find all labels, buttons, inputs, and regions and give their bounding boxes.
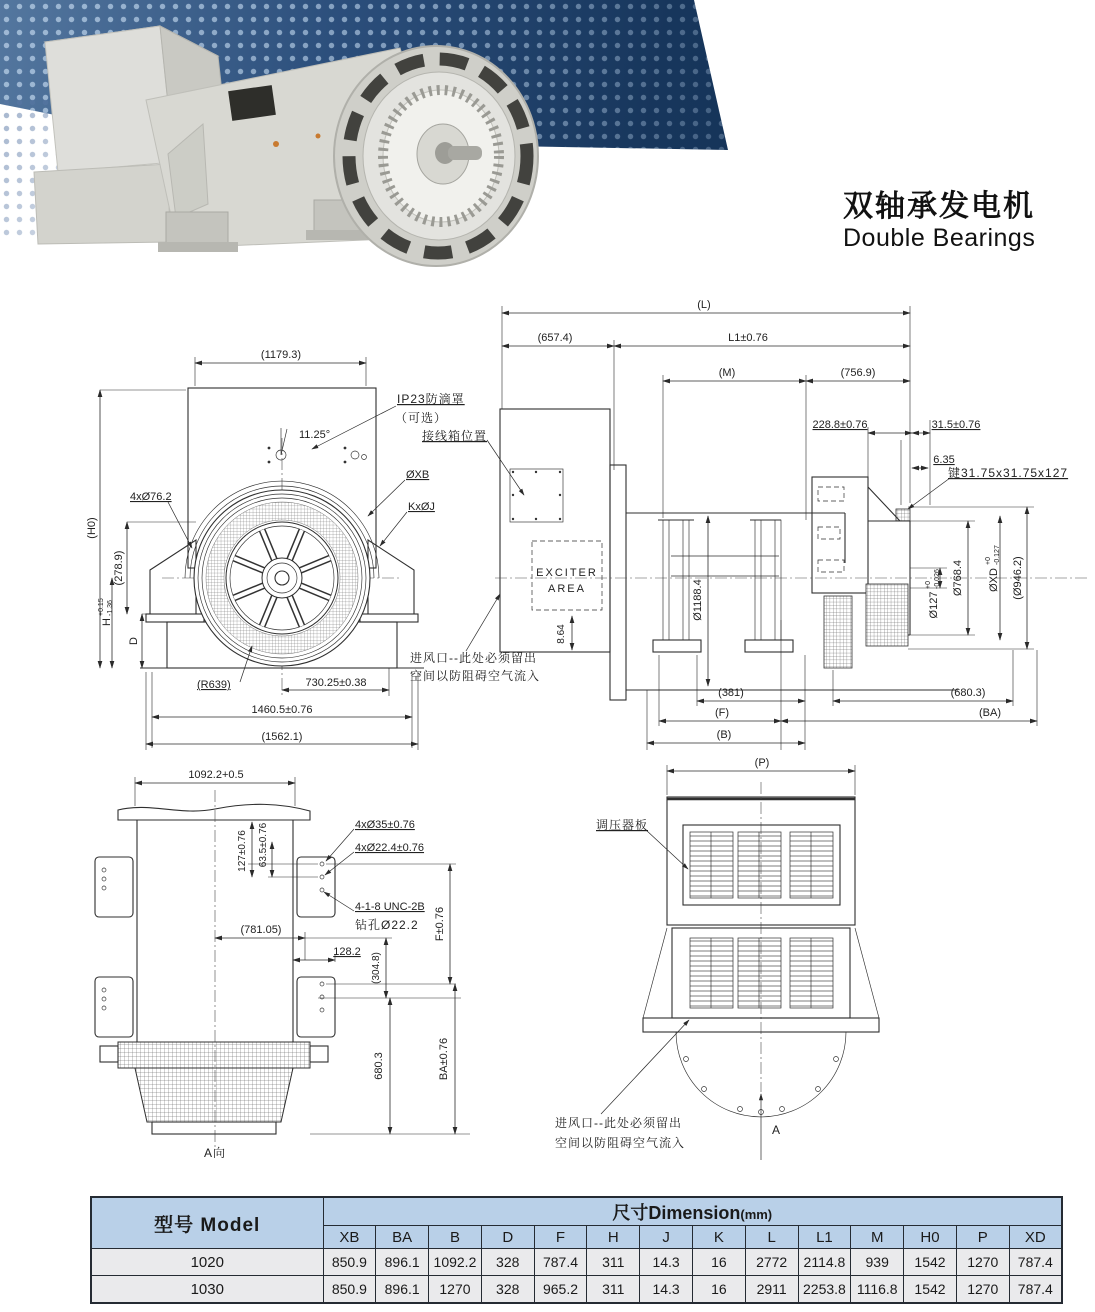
note-ip23: IP23防滴罩 [397, 392, 465, 406]
dim-781: (781.05) [240, 924, 282, 936]
value-cell: 1270 [956, 1249, 1009, 1276]
value-cell: 14.3 [640, 1276, 693, 1304]
col-l1: L1 [798, 1226, 851, 1249]
value-cell: 1116.8 [851, 1276, 904, 1304]
label-kxj: KxØJ [408, 501, 435, 513]
value-cell: 328 [481, 1276, 534, 1304]
svg-text:-0.127: -0.127 [994, 545, 1001, 565]
dim-1179: (1179.3) [260, 349, 302, 361]
col-ba: BA [376, 1226, 429, 1249]
value-cell: 2253.8 [798, 1276, 851, 1304]
svg-text:-1.36: -1.36 [107, 600, 114, 616]
label-4x35: 4xØ35±0.76 [355, 819, 415, 831]
generator-photo [18, 4, 568, 272]
louver-panel-bottom [672, 928, 850, 1018]
dim-header-en: Dimension [648, 1202, 741, 1223]
view-a-label: A向 [203, 1146, 227, 1160]
dim-128: 128.2 [333, 946, 361, 958]
svg-text:+0: +0 [985, 557, 992, 565]
svg-text:ØXD: ØXD [988, 568, 1000, 592]
dim-1460: 1460.5±0.76 [251, 704, 313, 716]
dimension-table [90, 1196, 1063, 1304]
col-f: F [534, 1226, 587, 1249]
value-cell: 896.1 [376, 1249, 429, 1276]
dim-6-35: 6.35 [933, 454, 955, 466]
note-ip23-optional: （可选） [395, 411, 448, 425]
dim-304: (304.8) [371, 952, 382, 984]
dim-63-5: 63.5±0.76 [258, 822, 269, 868]
value-cell: 2114.8 [798, 1249, 851, 1276]
dim-8-64: 8.64 [556, 624, 567, 644]
label-key: 键31.75x31.75x127 [948, 466, 1069, 480]
col-xb: XB [323, 1226, 376, 1249]
value-cell: 1542 [904, 1276, 957, 1304]
dim-680: (680.3) [950, 687, 986, 699]
fan-shroud [100, 1042, 328, 1134]
col-xd: XD [1009, 1226, 1062, 1249]
dim-b: (B) [716, 729, 732, 741]
value-cell: 328 [481, 1249, 534, 1276]
dim-l: (L) [697, 299, 711, 311]
exciter-area-2: AREA [548, 583, 586, 595]
dim-680: 680.3 [373, 1052, 385, 1080]
rear-view-linework [643, 782, 879, 1117]
page-title [843, 190, 1035, 252]
value-cell: 311 [587, 1276, 640, 1304]
dim-756: (756.9) [840, 367, 876, 379]
model-1020: 1020 [91, 1249, 323, 1276]
dim-730: 730.25±0.38 [305, 677, 367, 689]
col-j: J [640, 1226, 693, 1249]
label-4x76: 4xØ76.2 [130, 491, 172, 503]
dim-m: (M) [718, 367, 736, 379]
bearing-and-shaft-end [812, 477, 910, 668]
bottom-view-linework [95, 790, 335, 1148]
front-view-linework [140, 388, 424, 696]
value-cell: 16 [692, 1249, 745, 1276]
dim-phi1188: Ø1188.4 [692, 579, 704, 621]
dim-657: (657.4) [537, 332, 573, 344]
dim-l1: L1±0.76 [728, 332, 768, 344]
value-cell: 787.4 [1009, 1276, 1062, 1304]
value-cell: 787.4 [534, 1249, 587, 1276]
model-1030: 1030 [91, 1276, 323, 1304]
generator-end-face [334, 46, 538, 266]
col-l: L [745, 1226, 798, 1249]
value-cell: 787.4 [1009, 1249, 1062, 1276]
svg-text:H: H [101, 618, 113, 626]
dim-ba: BA±0.76 [438, 1037, 450, 1081]
dim-header-zh: 尺寸 [612, 1202, 649, 1223]
svg-text:-0.026: -0.026 [934, 569, 941, 589]
svg-text:+0: +0 [925, 581, 932, 589]
table-row-1020 [91, 1249, 1062, 1276]
bottom-view-drawing [80, 760, 500, 1180]
col-k: K [692, 1226, 745, 1249]
title-chinese: 双轴承发电机 [843, 190, 1035, 223]
value-cell: 850.9 [323, 1276, 376, 1304]
label-phi-xb: ØXB [406, 469, 430, 481]
dim-1092: 1092.2+0.5 [188, 769, 244, 781]
exciter-area-1: EXCITER [536, 567, 598, 579]
label-regulator: 调压器板 [596, 818, 649, 832]
dim-h-tolerance [98, 598, 114, 626]
value-cell: 1270 [429, 1276, 482, 1304]
dim-d: D [128, 637, 140, 645]
dim-angle: 11.25° [299, 429, 331, 441]
svg-text:Ø127: Ø127 [928, 591, 940, 619]
dim-r639: (R639) [197, 679, 231, 691]
svg-text:+0.15: +0.15 [98, 598, 105, 616]
air-inlet-note-1: 进风口--此处必须留出 [555, 1116, 682, 1130]
dim-381: (381) [718, 687, 744, 699]
dim-phi127 [925, 569, 941, 618]
air-inlet-note-2: 空间以防阻碍空气流入 [410, 669, 541, 683]
louver-panel-top [683, 825, 840, 905]
dimension-header-cell [323, 1197, 1062, 1226]
shaft-pedestals [653, 520, 793, 652]
dim-278: (278.9) [113, 550, 125, 586]
title-english: Double Bearings [843, 223, 1036, 252]
value-cell: 16 [692, 1276, 745, 1304]
col-d: D [481, 1226, 534, 1249]
value-cell: 311 [587, 1249, 640, 1276]
label-junction-box: 接线箱位置 [422, 429, 488, 443]
dim-228: 228.8±0.76 [812, 419, 868, 431]
value-cell: 14.3 [640, 1249, 693, 1276]
dim-31-5: 31.5±0.76 [931, 419, 981, 431]
col-h0: H0 [904, 1226, 957, 1249]
dim-f: (F) [714, 707, 730, 719]
rear-view-drawing [530, 750, 1010, 1190]
col-p: P [956, 1226, 1009, 1249]
dim-h0: (H0) [86, 517, 98, 539]
dim-header-unit: (mm) [740, 1206, 773, 1222]
value-cell: 896.1 [376, 1276, 429, 1304]
value-cell: 850.9 [323, 1249, 376, 1276]
air-inlet-note-2: 空间以防阻碍空气流入 [555, 1136, 686, 1150]
dim-127: 127±0.76 [237, 830, 248, 872]
side-view-dimensions [466, 306, 1037, 750]
value-cell: 1542 [904, 1249, 957, 1276]
label-unc-1: 4-1-8 UNC-2B [355, 901, 425, 913]
value-cell: 1092.2 [429, 1249, 482, 1276]
dim-phi946: (Ø946.2) [1012, 556, 1024, 600]
value-cell: 965.2 [534, 1276, 587, 1304]
dim-p: (P) [754, 757, 770, 769]
dim-ba: (BA) [979, 707, 1001, 719]
arrow-a-label: A [772, 1123, 782, 1137]
col-b: B [429, 1226, 482, 1249]
value-cell: 2772 [745, 1249, 798, 1276]
dim-1562: (1562.1) [261, 731, 303, 743]
label-unc-2: 钻孔Ø22.2 [355, 918, 419, 932]
dim-phi768: Ø768.4 [952, 559, 964, 597]
table-row-1030 [91, 1276, 1062, 1304]
label-4x22: 4xØ22.4±0.76 [355, 842, 425, 854]
value-cell: 2911 [745, 1276, 798, 1304]
dim-phixd [985, 545, 1001, 592]
side-view-drawing [390, 290, 1095, 800]
value-cell: 939 [851, 1249, 904, 1276]
col-h: H [587, 1226, 640, 1249]
model-header-cell: 型号 Model [91, 1197, 323, 1249]
col-m: M [851, 1226, 904, 1249]
value-cell: 1270 [956, 1276, 1009, 1304]
air-inlet-note-1: 进风口--此处必须留出 [410, 651, 537, 665]
dim-f: F±0.76 [434, 906, 446, 942]
